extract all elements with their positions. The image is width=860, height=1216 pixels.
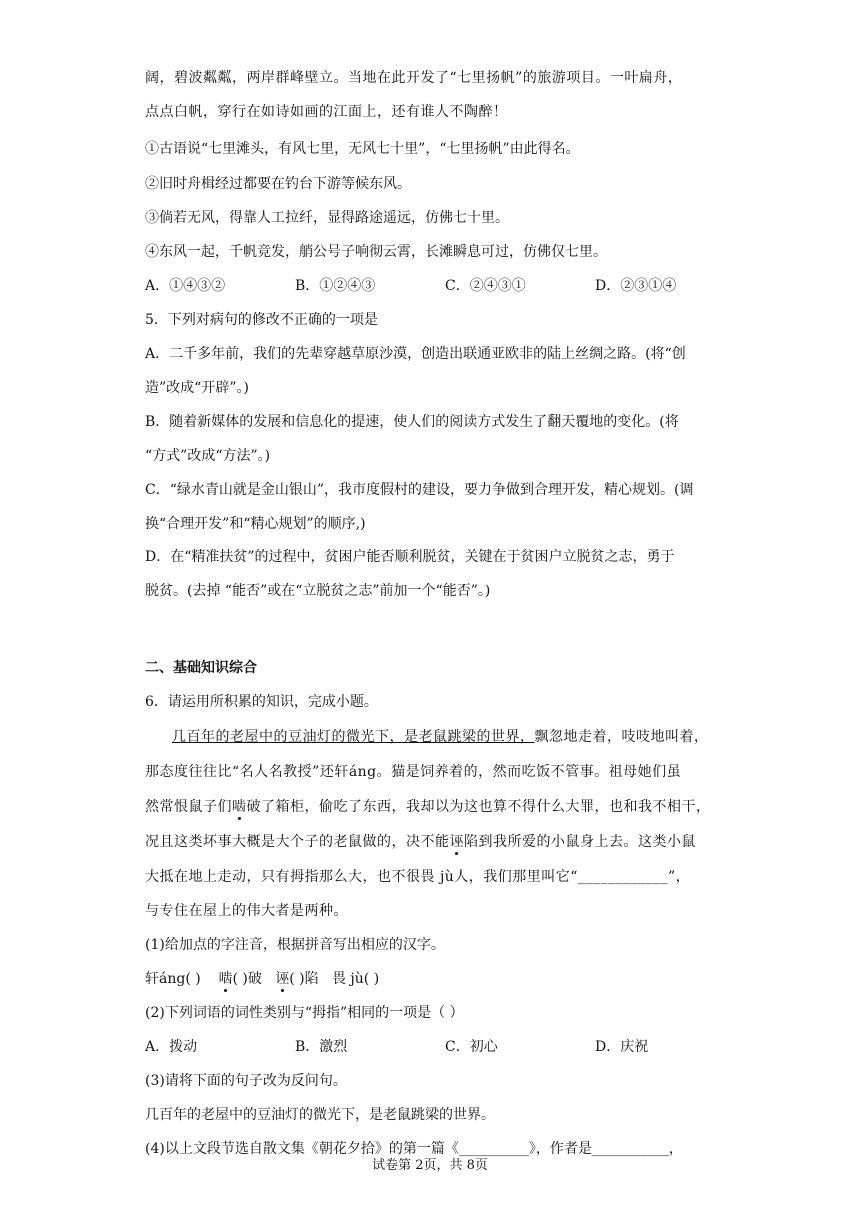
q6-sub2-option-b[interactable]: B．激烈 [295, 1039, 348, 1055]
q6-passage-line: 那态度往往比“名人名教授”还轩áng。猫是饲养着的，然而吃饭不管事。祖母她们虽 [145, 764, 682, 780]
q6-passage-line [145, 797, 711, 817]
q4-item: ①古语说“七里滩头，有风七里，无风七十里”，“七里扬帆”由此得名。 [145, 141, 580, 157]
passage-text: 飘忽地走着，吱吱地叫着， [534, 729, 709, 745]
fill-blank[interactable]: ( )破 [232, 971, 262, 987]
underlined-sentence: 几百年的老屋中的豆油灯的微光下，是老鼠跳梁的世界， [172, 729, 535, 745]
q5-option-a-cont: 造”改成“开辟”。) [145, 380, 249, 396]
passage-text: 然常恨鼠子们 [145, 799, 232, 815]
q5-option-d-cont: 脱贫。(去掉 “能否”或在“立脱贫之志”前加一个“能否”。) [145, 583, 491, 599]
q6-passage-line: 与专住在屋上的伟大者是两种。 [145, 903, 348, 919]
q4-option-a[interactable]: A．①④③② [145, 278, 226, 294]
q5-option-a[interactable]: A．二千多年前，我们的先辈穿越草原沙漠，创造出联通亚欧非的陆上丝绸之路。(将“创 [145, 346, 686, 362]
q6-sub2: (2)下列词语的词性类别与“拇指”相同的一项是（ ） [145, 1005, 464, 1021]
q6-sub1: (1)给加点的字注音，根据拼音写出相应的汉字。 [145, 937, 445, 953]
dotted-char: 诬 [449, 834, 464, 850]
q4-item: ②旧时舟楫经过都要在钓台下游等候东风。 [145, 176, 411, 192]
dotted-char: 诬 [275, 971, 290, 987]
q6-passage-line [172, 727, 709, 747]
q4-option-d[interactable]: D．②③①④ [595, 278, 677, 294]
passage-text: 破了箱柜，偷吃了东西，我却以为这也算不得什么大罪，也和我不相干， [246, 799, 711, 815]
fill-blank[interactable]: 畏 jù( ) [331, 971, 380, 987]
fill-blank[interactable]: ( )陷 [289, 971, 319, 987]
passage-text: 陷到我所爱的小鼠身上去。这类小鼠 [464, 834, 696, 850]
q6-sub2-option-c[interactable]: C．初心 [445, 1039, 498, 1055]
q6-sub1-fill [145, 969, 379, 989]
q5-option-c-cont: 换“合理开发”和“精心规划”的顺序,) [145, 516, 366, 532]
q6-sub2-option-a[interactable]: A．拨动 [145, 1039, 198, 1055]
q4-item: ③倘若无风，得靠人工拉纤，显得路途遥远，仿佛七十里。 [145, 210, 509, 226]
q6-sub4: (4)以上文段节选自散文集《朝花夕拾》的第一篇《__________》，作者是___________， [145, 1141, 683, 1157]
fill-blank[interactable]: 轩áng( ) [145, 971, 201, 987]
q4-option-b[interactable]: B．①②④③ [295, 278, 376, 294]
passage-line: 阔，碧波粼粼，两岸群峰壁立。当地在此开发了“七里扬帆”的旅游项目。一叶扁舟， [145, 70, 683, 86]
page-footer: 试卷第 2页，共 8页 [372, 1158, 488, 1173]
q4-item: ④东风一起，千帆竞发，艄公号子响彻云霄，长滩瞬息可过，仿佛仅七里。 [145, 244, 607, 260]
q5-option-d[interactable]: D．在“精准扶贫”的过程中，贫困户能否顺利脱贫，关键在于贫困户立脱贫之志，勇于 [145, 549, 675, 565]
q5-option-c[interactable]: C．“绿水青山就是金山银山”，我市度假村的建设，要力争做到合理开发，精心规划。(调 [145, 482, 694, 498]
q5-option-b-cont: “方式”改成“方法”。) [145, 448, 271, 464]
q5-stem: 5．下列对病句的修改不正确的一项是 [145, 312, 378, 328]
q4-option-c[interactable]: C．②④③① [445, 278, 526, 294]
passage-line: 点点白帆，穿行在如诗如画的江面上，还有谁人不陶醉！ [145, 104, 508, 120]
q6-sub2-option-d[interactable]: D．庆祝 [595, 1039, 649, 1055]
q6-sub3-sentence: 几百年的老屋中的豆油灯的微光下，是老鼠跳梁的世界。 [145, 1107, 495, 1123]
passage-text: 况且这类坏事大概是大个子的老鼠做的，决不能 [145, 834, 450, 850]
section-title: 二、基础知识综合 [145, 660, 257, 676]
q6-sub3: (3)请将下面的句子改为反问句。 [145, 1073, 347, 1089]
q6-passage-line [145, 832, 696, 852]
q5-option-b[interactable]: B．随着新媒体的发展和信息化的提速，使人们的阅读方式发生了翻天覆地的变化。(将 [145, 414, 679, 430]
dotted-char: 啮 [232, 799, 247, 815]
q6-passage-line: 大抵在地上走动，只有拇指那么大，也不很畏 jù人，我们那里叫它“____________”， [145, 869, 691, 885]
dotted-char: 啮 [218, 971, 233, 987]
q6-stem: 6．请运用所积累的知识，完成小题。 [145, 694, 378, 710]
